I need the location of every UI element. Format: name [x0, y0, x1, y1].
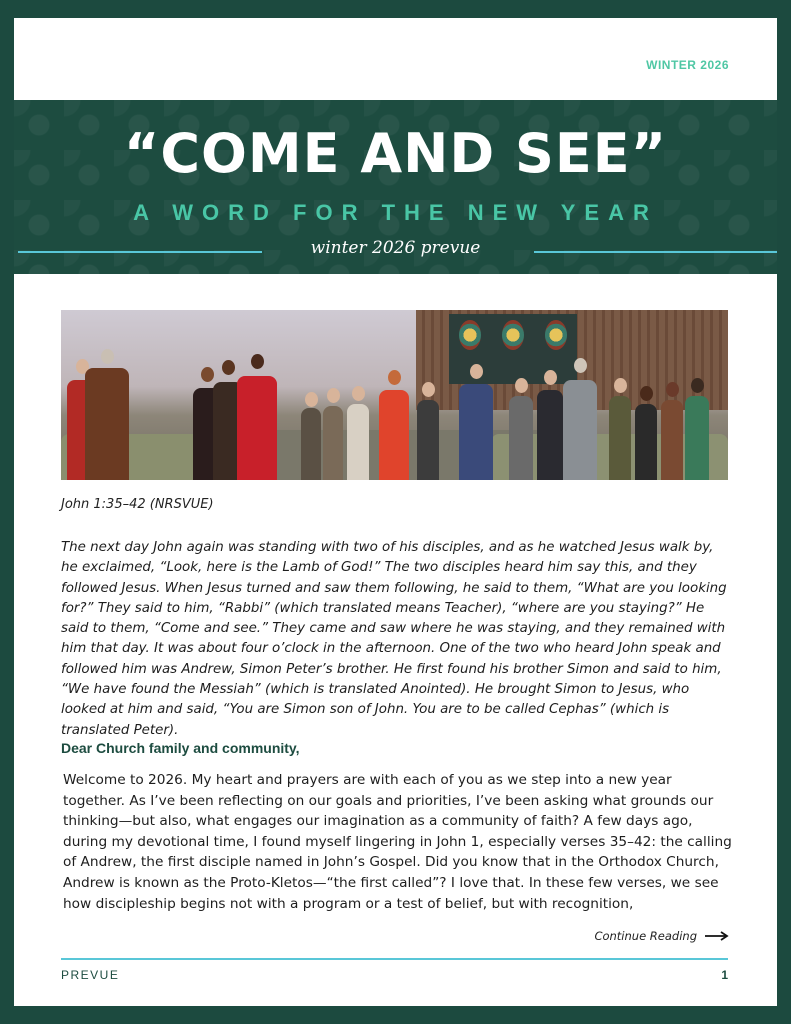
photo-person [509, 376, 533, 480]
letter-body: Welcome to 2026. My heart and prayers are with each of you as we step into a new year together. As I’ve been reflecting on our goals and priorities, I’ve been asking what grounds our thinking—but also, what engages our imagination as a community of faith? A few days ago, during my devotional time, I found myself lingering in John 1, especially verses 35–42: the calling of Andrew, the first disciple named in John’s Gospel. Did you know that in the Orthodox Church, Andrew is known as the Proto-Kletos—“the first called”? I love that. In these few verses, we see how discipleship begins not with a program or a test of belief, but with recognition, [63, 772, 732, 912]
photo-person [301, 390, 321, 480]
footer-divider [61, 958, 728, 960]
continue-reading-link[interactable] [594, 929, 729, 943]
letter-greeting: Dear Church family and community, [61, 740, 300, 756]
photo-person [85, 345, 129, 480]
photo-person [685, 376, 709, 480]
banner-rule-right [534, 251, 777, 253]
arrow-right-icon [705, 931, 729, 941]
photo-person [379, 368, 409, 480]
season-label: WINTER 2026 [646, 58, 729, 72]
photo-person [609, 376, 631, 480]
photo-person [563, 356, 597, 480]
photo-person [537, 368, 563, 480]
footer-publication: PREVUE [61, 968, 120, 982]
photo-person [459, 362, 493, 480]
photo-person [635, 384, 657, 480]
scripture-passage: The next day John again was standing with two of his disciples, and as he watched Jesus walk by, he exclaimed, “Look, here is the Lamb of God!” The two disciples heard him say this, and they followed Jesus. When Jesus turned and saw them following, he said to them, “What are you looking for?” They said to him, “Rabbi” (which translated means Teacher), “where are you staying?” He said to them, “Come and see.” They came and saw where he was staying, and they remained with him that day. It was about four o’clock in the afternoon. One of the two who heard John speak and followed him was Andrew, Simon Peter’s brother. He first found his brother Simon and said to him, “We have found the Messiah” (which is translated Anointed). He brought Simon to Jesus, who looked at him and said, “You are Simon son of John. You are to be called Cephas” (which is translated Peter). [61, 540, 727, 738]
photo-person [347, 384, 369, 480]
banner-subtitle: A WORD FOR THE NEW YEAR [133, 200, 658, 225]
scripture-reference: John 1:35–42 (NRSVUE) [61, 497, 214, 512]
banner-title: “COME AND SEE” [123, 122, 668, 185]
congregation-photo [61, 310, 728, 480]
photo-person [661, 380, 683, 480]
continue-reading-label: Continue Reading [594, 929, 697, 943]
photo-person [237, 352, 277, 480]
photo-person [417, 380, 439, 480]
title-banner [14, 100, 777, 274]
newsletter-page [14, 18, 777, 1006]
page-number: 1 [721, 968, 728, 982]
photo-person [323, 386, 343, 480]
banner-script-text: winter 2026 prevue [310, 238, 481, 258]
